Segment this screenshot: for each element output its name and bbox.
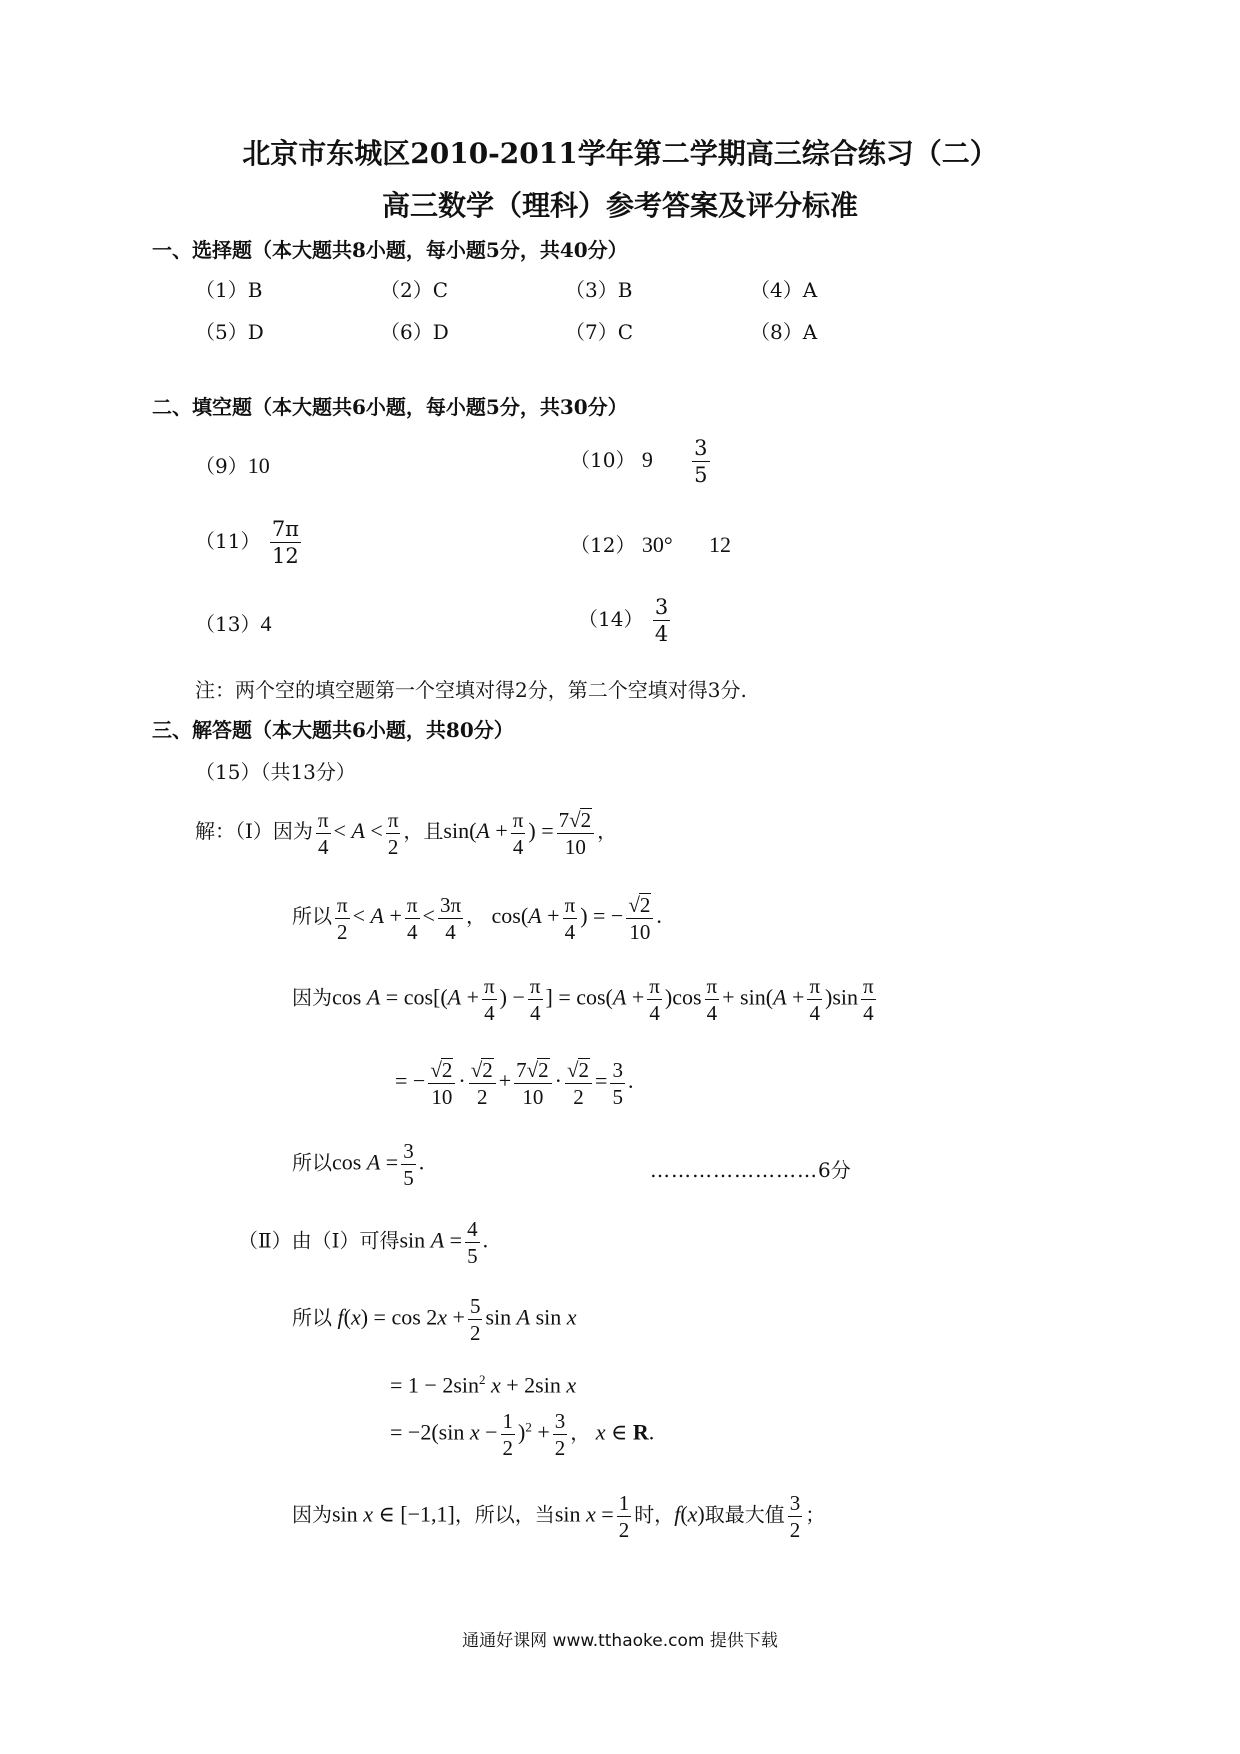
section1-heading: 一、选择题（本大题共8小题，每小题5分，共40分）	[152, 238, 628, 262]
mc-answer-3: （3）B	[565, 278, 633, 302]
section2-heading: 二、填空题（本大题共6小题，每小题5分，共30分）	[152, 395, 628, 419]
mc-answer-8: （8）A	[750, 320, 818, 344]
fill-answer-13: （13）4	[195, 611, 272, 636]
solution-line-4: = − $\frac{√2}{10}$ · $\frac{√2}{2}$ + $\frac{7√2}{10}$ · $\frac{√2}{2}$ = $\frac{3}{5}$ .	[395, 1057, 634, 1110]
mc-answer-5: （5）D	[195, 320, 264, 344]
solution-part2-line-4: = −2(sin x − $\frac{1}{2}$ )$^2$ + $\frac{3}{2}$ ， x ∈ R.	[390, 1409, 655, 1461]
score-marker: ……………………6分	[650, 1158, 851, 1182]
solution-line-3: 因为cos A = cos[(A + $\frac{\pi}{4}$ ) − $\frac{\pi}{4}$ ] = cos(A + $\frac{\pi}{4}$ )cos $\frac{\pi}{4}$ + sin(A + $\frac{\pi}{4}$ )sin $\frac{\pi}{4}$	[292, 974, 874, 1026]
page-title: 北京市东城区2010-2011学年第二学期高三综合练习（二）	[242, 137, 998, 170]
mc-answer-4: （4）A	[750, 278, 818, 302]
solution-part2-line-2: 所以 f(x) = cos 2x + $\frac{5}{2}$ sin A sin x	[292, 1294, 577, 1346]
fill-answer-10: （10） 9 $\frac{3}{5}$	[570, 436, 708, 488]
solution-part2-line-5: 因为sin x ∈ [−1,1]，所以，当sin x = $\frac{1}{2}$ 时，f(x)取最大值 $\frac{3}{2}$ ；	[292, 1491, 826, 1543]
footer-text: 通通好课网 www.tthaoke.com 提供下载	[462, 1631, 778, 1651]
mc-answer-7: （7）C	[565, 320, 634, 344]
mc-answer-1: （1）B	[195, 278, 263, 302]
section3-heading: 三、解答题（本大题共6小题，共80分）	[152, 718, 514, 742]
fill-answer-9: （9）10	[195, 453, 270, 478]
solution-line-2: 所以 $\frac{\pi}{2}$ < A + $\frac{\pi}{4}$ < $\frac{3\pi}{4}$ ， cos(A + $\frac{\pi}{4}$ ) = − $\frac{√2}{10}$ .	[292, 892, 662, 945]
solution-part2-line-1: （Ⅱ）由（Ⅰ）可得sin A = $\frac{4}{5}$ .	[238, 1217, 489, 1269]
solution-part2-line-3: = $1 - 2\sin^2$ x + 2sin x	[390, 1372, 577, 1398]
fill-answer-14: （14） $\frac{3}{4}$	[578, 595, 669, 647]
solution-line-5: 所以cos A = $\frac{3}{5}$ .	[292, 1139, 425, 1191]
mc-answer-6: （6）D	[380, 320, 449, 344]
page-subtitle: 高三数学（理科）参考答案及评分标准	[381, 189, 858, 222]
mc-answer-2: （2）C	[380, 278, 449, 302]
fill-note: 注：两个空的填空题第一个空填对得2分，第二个空填对得3分.	[195, 678, 747, 702]
solution-line-1: 解：（Ⅰ）因为 $\frac{\pi}{4}$ < A < $\frac{\pi}{2}$ ，且sin(A + $\frac{\pi}{4}$ ) = $\frac{7√2}{10}$ ，	[195, 807, 618, 860]
problem-15-header: （15）（共13分）	[195, 760, 356, 784]
fill-answer-11: （11） $\frac{7\pi}{12}$	[195, 517, 299, 569]
fill-answer-12: （12） 30° 12	[570, 532, 731, 557]
